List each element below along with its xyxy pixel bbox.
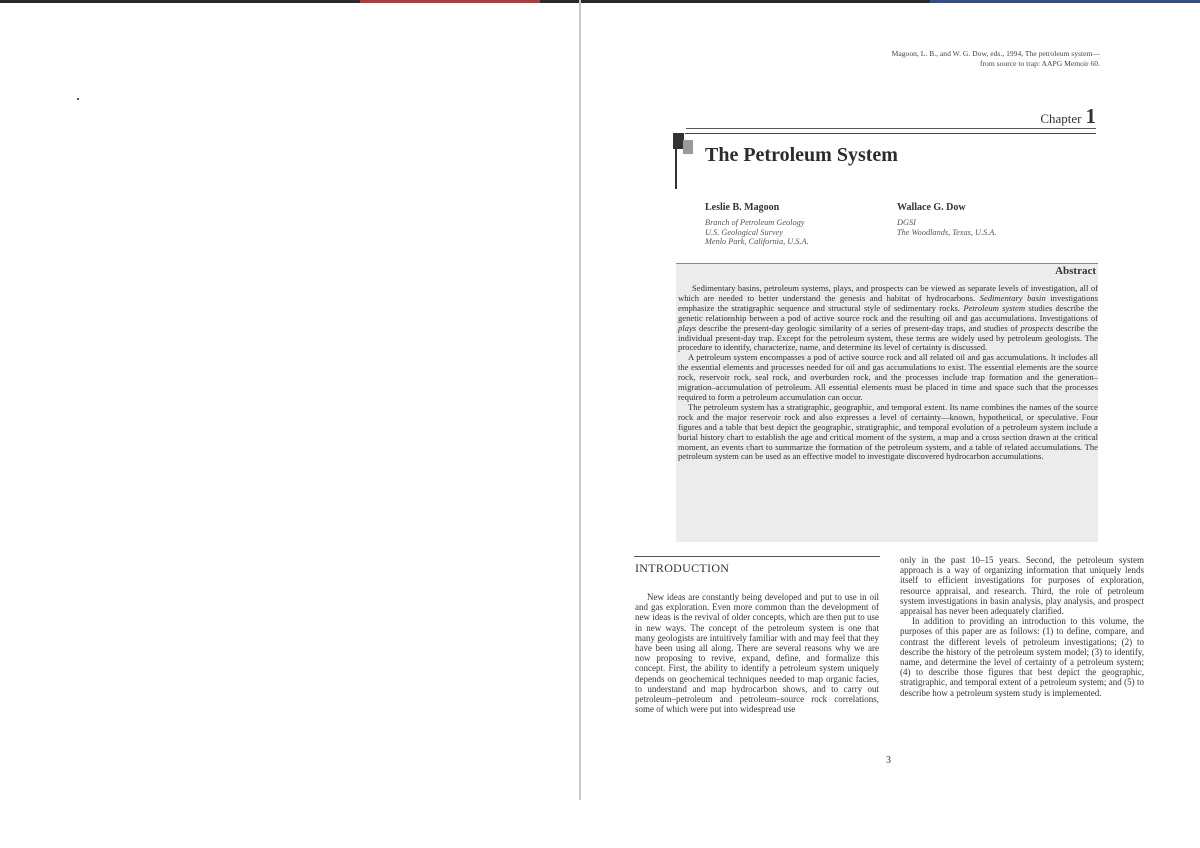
scan-edge-blue-mark	[930, 0, 1200, 3]
abstract-text	[678, 284, 1098, 462]
chapter-word: Chapter	[1040, 111, 1082, 126]
author-affiliation-line: Branch of Petroleum Geology	[705, 218, 805, 227]
scan-edge-red-mark	[360, 0, 540, 3]
page-number: 3	[886, 755, 891, 766]
abstract-paragraph-2: A petroleum system encompasses a pod of active source rock and all related oil and gas accumulations. It includes all the essential elements and processes needed for oil and gas accumulations to exist. The essential elements are the source rock, reservoir rock, seal rock, and overburden rock, and the processes include trap formation and the generation–migration–accumulation of petroleum. All essential elements must be placed in time and space such that the processes required to form a petroleum accumulation can occur.	[678, 352, 1098, 402]
author-affiliation-line: Menlo Park, California, U.S.A.	[705, 237, 809, 247]
abstract-box	[676, 263, 1098, 542]
abstract-heading: Abstract	[1055, 265, 1096, 277]
chapter-rule	[686, 128, 1096, 129]
author-block-dow	[897, 203, 996, 237]
author-name: Wallace G. Dow	[897, 202, 966, 213]
scan-speck	[77, 98, 79, 100]
author-affiliation-line: The Woodlands, Texas, U.S.A.	[897, 227, 997, 237]
page-title: The Petroleum System	[705, 144, 898, 166]
abstract-term-sedimentary-basin: Sedimentary basin	[979, 292, 1046, 303]
introduction-column-left	[635, 592, 879, 714]
abstract-paragraph-1	[678, 284, 1098, 353]
chapter-number: 1	[1085, 104, 1096, 128]
introduction-heading: INTRODUCTION	[635, 561, 730, 575]
abstract-term-petroleum-system: Petroleum system	[963, 302, 1026, 313]
citation-header: Magoon, L. B., and W. G. Dow, eds., 1994, The petroleum system—from source to trap: AAPG Memoir 60.	[891, 49, 1100, 68]
author-affiliation-line: DGSI	[897, 218, 916, 227]
author-name: Leslie B. Magoon	[705, 202, 780, 213]
abstract-term-prospects: prospects	[1020, 322, 1054, 333]
introduction-rule	[634, 556, 880, 557]
introduction-paragraph-2: In addition to providing an introduction to this volume, the purposes of this paper are as follows: (1) to define, compare, and contrast the different levels of petroleum investigations; (2) to describe the history of the petroleum system model; (3) to identify, name, and determine the level of certainty of a petroleum system; (4) to describe those figures that best depict the geographic, stratigraphic, and temporal extent of a petroleum system; and (5) to describe how a petroleum system study is implemented.	[900, 616, 1144, 698]
introduction-paragraph-continued: only in the past 10–15 years. Second, the petroleum system approach is a way of organizing information that uniquely lends itself to efficient investigations for purposes of exploration, resource appraisal, and research. Third, the role of petroleum system investigations in basin analysis, play analysis, and prospect appraisal has never been adequately clarified.	[900, 555, 1144, 617]
title-decor-horizontal-rule	[685, 133, 1096, 134]
abstract-term-plays: plays	[678, 322, 697, 333]
abstract-text-run: describe the present-day geologic similarity of a series of present-day traps, and studies of	[696, 322, 1021, 333]
author-block-magoon	[705, 203, 809, 247]
chapter-label	[1040, 104, 1096, 129]
abstract-paragraph-3: The petroleum system has a stratigraphic, geographic, and temporal extent. Its name combines the names of the source rock and the major reservoir rock and also expresses a level of certainty—known, hypothetical, or speculative. Four figures and a table that best depict the geographic, stratigraphic, and temporal evolution of a petroleum system include a burial history chart to establish the age and critical moment of the system, a map and a cross section drawn at the critical moment, an events chart to summarize the formation of the petroleum system, and a table of related accumulations. The petroleum system can be used as an effective model to investigate discovered hydrocarbon accumulations.	[678, 401, 1098, 462]
abstract-text-run: studies describe the genetic relationship between a pod of active source rock and the resulting oil and gas accumulations. Investigations of	[678, 302, 1098, 323]
author-affiliation-line: U.S. Geological Survey	[705, 227, 783, 237]
book-spine-gutter	[579, 0, 581, 800]
title-decor-shade	[683, 140, 693, 154]
abstract-text-run: describe the individual present-day trap. Except for the petroleum system, these terms are widely used by petroleum geologists. The procedure to identify, characterize, name, and determine its level of certainty is discussed.	[678, 322, 1098, 353]
introduction-paragraph-1: New ideas are constantly being developed and put to use in oil and gas exploration. Even more common than the development of new ideas is the revival of older concepts, which are then put to use in new ways. The concept of the petroleum system is one that many geologists are intuitively familiar with and may feel that they have been using all along. There are several reasons why we are now proposing to revive, expand, define, and formalize this concept. First, the ability to identify a petroleum system uniquely depends on geochemical techniques needed to map organic facies, to understand and map hydrocarbon shows, and to carry out petroleum–petroleum and petroleum–source rock correlations, some of which were put into widespread use	[635, 592, 879, 715]
introduction-column-right	[900, 555, 1144, 698]
abstract-text-run: Sedimentary basins, petroleum systems, plays, and prospects can be viewed as separate levels of investigation, all of which are needed to better understand the genesis and habitat of hydrocarbons.	[678, 283, 1098, 303]
abstract-text-run: investigations emphasize the stratigraphic sequence and structural style of sedimentary rocks.	[678, 292, 1099, 313]
